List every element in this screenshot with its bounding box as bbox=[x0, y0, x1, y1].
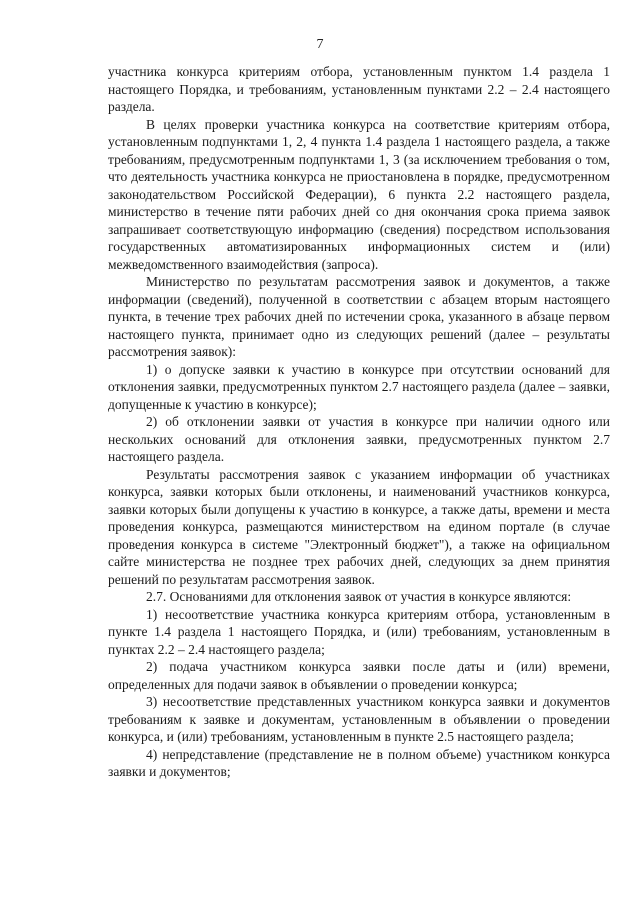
paragraph-section-2-7: 2.7. Основаниями для отклонения заявок от участия в конкурсе являются: bbox=[146, 589, 572, 604]
paragraph-verification: В целях проверки участника конкурса на соответствие критериям отбора, установленным подпунктами 1, 2, 4 пункта 1.4 раздела 1 настоящего раздела, а также требованиям, предусмотренным подпунктами 1, 3 (за исключением требования о том, что деятельность участника конкурса не приостановлена в порядке, предусмотренном законодательством Российской Федерации), 6 пункта 2.2 настоящего раздела, министерство в течение пяти рабочих дней со дня окончания срока приема заявок запрашивает соответствующую информацию (сведения) посредством использования государственных автоматизированных информационных систем и (или) межведомственного взаимодействия (запроса). bbox=[108, 116, 610, 272]
list-item-ground-1: 1) несоответствие участника конкурса критериям отбора, установленным в пункте 1.4 раздела 1 настоящего Порядка, и (или) требованиям, установленным в пунктах 2.2 – 2.4 настоящего раздела; bbox=[108, 606, 610, 657]
list-item-ground-4: 4) непредставление (представление не в полном объеме) участником конкурса заявки и документов; bbox=[108, 746, 610, 779]
page-number: 7 bbox=[316, 37, 324, 52]
list-item-admission: 1) о допуске заявки к участию в конкурсе при отсутствии оснований для отклонения заявки, предусмотренных пунктом 2.7 настоящего раздела (далее – заявки, допущенные к участию в конкурсе); bbox=[108, 361, 610, 412]
paragraph-ministry-decision: Министерство по результатам рассмотрения заявок и документов, а также информации (сведений), полученной в соответствии с абзацем вторым настоящего пункта, в течение трех рабочих дней по истечении срока, указанного в абзаце первом настоящего пункта, принимает одно из следующих решений (далее – результаты рассмотрения заявок): bbox=[108, 274, 610, 359]
list-item-rejection: 2) об отклонении заявки от участия в конкурсе при наличии одного или нескольких оснований для отклонения заявки, предусмотренных пунктом 2.7 настоящего раздела. bbox=[108, 414, 610, 464]
list-item-ground-3: 3) несоответствие представленных участником конкурса заявки и документов требованиям к заявке и документам, установленным в объявлении о проведении конкурса, и (или) требованиям, установленным в пункте 2.5 настоящего раздела; bbox=[108, 694, 610, 744]
list-item-ground-2: 2) подача участником конкурса заявки после даты и (или) времени, определенных для подачи заявок в объявлении о проведении конкурса; bbox=[108, 659, 610, 692]
paragraph-continuation: участника конкурса критериям отбора, установленным пунктом 1.4 раздела 1 настоящего Порядка, и требованиям, установленным пунктами 2.2 – 2.4 настоящего раздела. bbox=[108, 64, 610, 114]
paragraph-results-publication: Результаты рассмотрения заявок с указанием информации об участниках конкурса, заявки которых были отклонены, и наименований участников конкурса, заявки которых были допущены к участию в конкурсе, а также даты, времени и места проведения конкурса, размещаются министерством на едином портале (в случае проведения конкурса в системе "Электронный бюджет"), а также на официальном сайте министерства не позднее трех рабочих дней, следующих за днем принятия решений по результатам рассмотрения заявок. bbox=[108, 466, 610, 587]
document-body bbox=[108, 63, 610, 781]
